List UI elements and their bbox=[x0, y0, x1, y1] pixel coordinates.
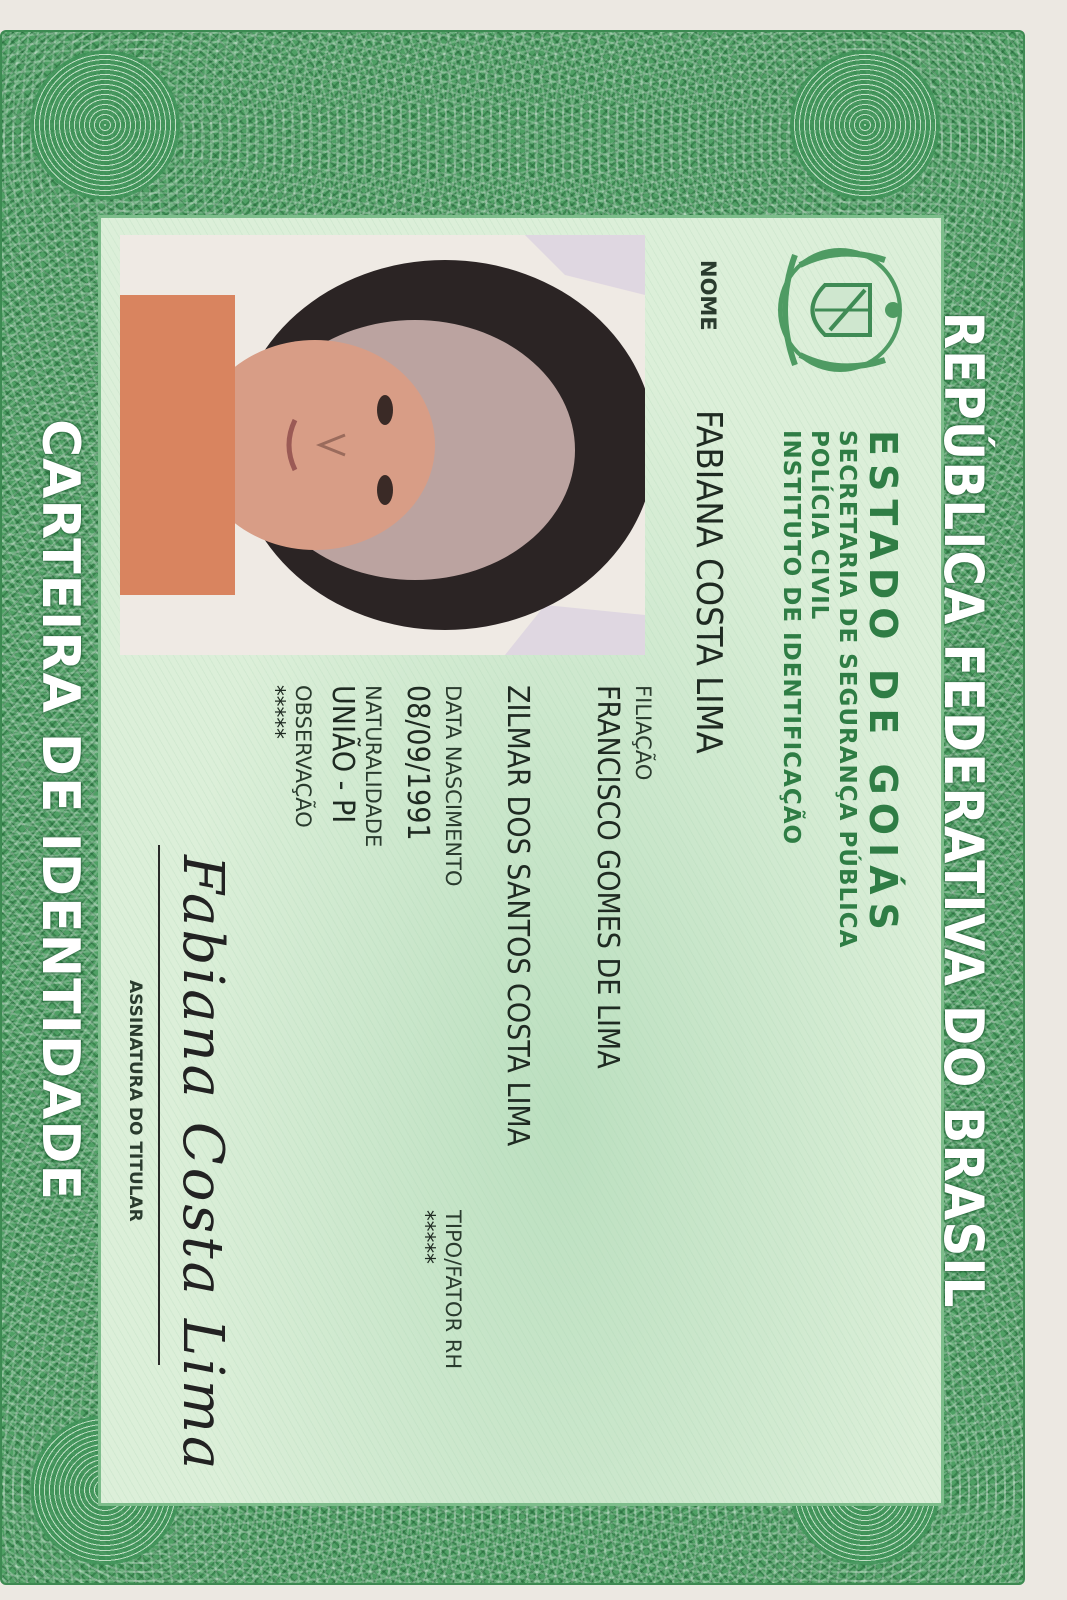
observation-value: ***** bbox=[262, 685, 290, 739]
blood-type-value: ***** bbox=[412, 1210, 440, 1264]
country-title: REPÚBLICA FEDERATIVA DO BRASIL bbox=[932, 311, 995, 1309]
document-title: CARTEIRA DE IDENTIDADE bbox=[30, 418, 90, 1202]
state-name: ESTADO DE GOIÁS bbox=[861, 430, 905, 938]
birthplace-value: UNIÃO - PI bbox=[325, 685, 360, 824]
holder-signature: Fabiana Costa Lima bbox=[170, 855, 235, 1473]
name-value: FABIANA COSTA LIMA bbox=[688, 410, 729, 754]
birth-date-value: 08/09/1991 bbox=[400, 685, 435, 841]
observation-label: OBSERVAÇÃO bbox=[291, 685, 315, 828]
card-content bbox=[0, 30, 1025, 1585]
id-card bbox=[0, 30, 1025, 1585]
mother-name: ZILMAR DOS SANTOS COSTA LIMA bbox=[500, 685, 535, 1147]
birth-date-label: DATA NASCIMENTO bbox=[441, 685, 465, 887]
state-coat-of-arms-icon bbox=[765, 235, 915, 385]
filiation-label: FILIAÇÃO bbox=[631, 685, 655, 781]
birthplace-label: NATURALIDADE bbox=[361, 685, 385, 848]
department-line: INSTITUTO DE IDENTIFICAÇÃO bbox=[778, 430, 804, 846]
issuer-header bbox=[777, 430, 905, 948]
name-label: NOME bbox=[696, 260, 720, 331]
signature-caption: ASSINATURA DO TITULAR bbox=[125, 980, 145, 1222]
father-name: FRANCISCO GOMES DE LIMA bbox=[590, 685, 625, 1069]
holder-photo bbox=[120, 235, 645, 655]
signature-line bbox=[158, 845, 160, 1365]
portrait-image bbox=[120, 235, 645, 655]
department-line: POLÍCIA CIVIL bbox=[806, 430, 832, 621]
blood-type-label: TIPO/FATOR RH bbox=[441, 1210, 465, 1370]
department-line: SECRETARIA DE SEGURANÇA PÚBLICA bbox=[834, 430, 860, 949]
